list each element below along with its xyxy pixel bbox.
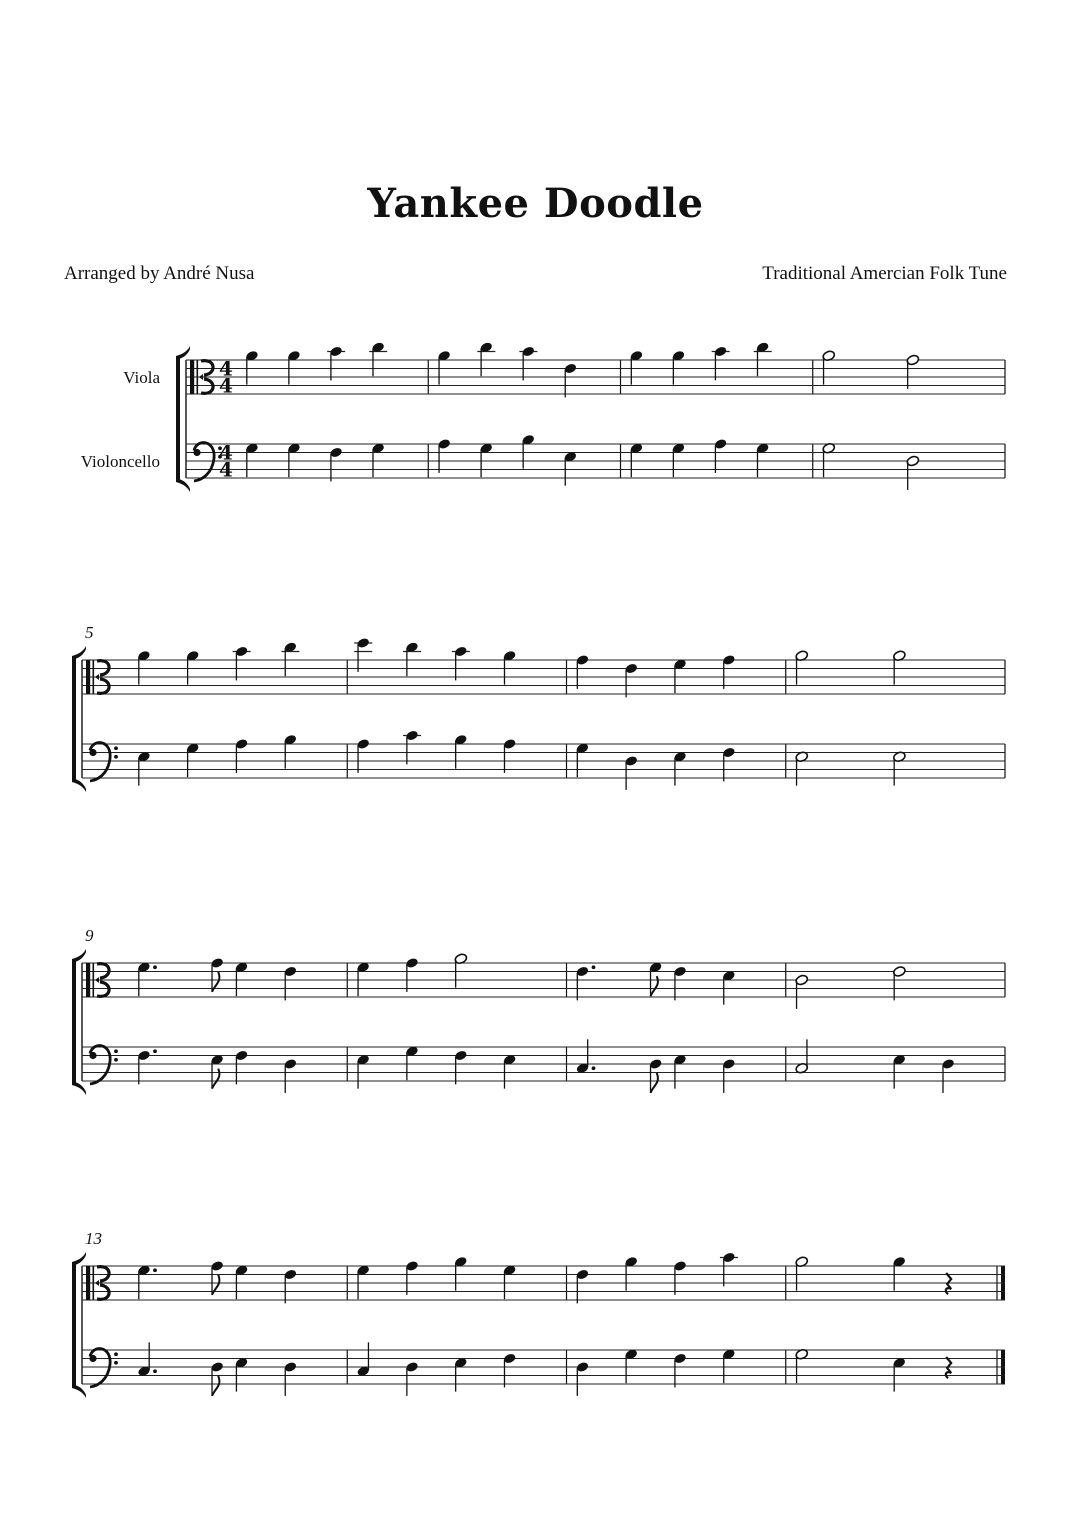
bracket-top-hook: [72, 949, 86, 963]
bracket-bottom-hook: [72, 1081, 86, 1095]
note: [722, 1348, 736, 1383]
note: [454, 953, 468, 988]
note: [356, 961, 370, 996]
bass-clef-curve: [90, 1046, 110, 1084]
alto-clef-bar: [86, 660, 90, 694]
alto-clef-thin-bar: [93, 1266, 95, 1300]
note: [941, 1058, 955, 1093]
note: [479, 442, 493, 477]
note: [454, 734, 468, 769]
note: [576, 654, 590, 689]
alto-clef-bar: [86, 1266, 90, 1300]
time-signature-denominator: 4: [219, 457, 233, 482]
system: [72, 623, 1005, 792]
bracket-bottom-hook: [72, 778, 86, 792]
note: [795, 1039, 809, 1074]
note: [892, 751, 906, 786]
note: [892, 966, 906, 1001]
bass-clef-curve: [194, 443, 214, 481]
note: [576, 742, 590, 777]
note: [245, 442, 259, 477]
note: [576, 1361, 590, 1396]
note: [673, 1054, 687, 1089]
bass-clef: [89, 743, 118, 781]
bracket-bottom-hook: [176, 478, 190, 492]
violoncello-staff: [82, 744, 1005, 778]
note: [210, 1054, 224, 1089]
viola-staff: [82, 1266, 1005, 1300]
note: [454, 1357, 468, 1392]
bass-clef-dot: [114, 1049, 118, 1053]
note: [210, 957, 224, 992]
composer-credit: Traditional Amercian Folk Tune: [762, 263, 1007, 284]
note: [822, 442, 836, 477]
note: [356, 738, 370, 773]
note: [284, 1058, 298, 1093]
bass-clef-curve: [90, 743, 110, 781]
alto-clef-point: [95, 977, 99, 983]
bracket-bar: [72, 656, 76, 782]
augmentation-dot: [153, 1369, 157, 1373]
note: [235, 1264, 249, 1299]
bracket-bar: [72, 959, 76, 1085]
alto-clef-bar: [190, 360, 194, 394]
note: [405, 1260, 419, 1295]
note: [452, 646, 470, 681]
note: [287, 442, 301, 477]
note: [437, 438, 451, 473]
note: [714, 438, 728, 473]
bracket-top-hook: [72, 646, 86, 660]
note: [281, 641, 299, 676]
time-signature-denominator: 4: [219, 373, 233, 398]
measure-number: 5: [85, 623, 94, 642]
note: [137, 751, 151, 786]
alto-clef-thin-bar: [93, 660, 95, 694]
alto-clef-lower-curve: [97, 679, 109, 693]
note: [437, 350, 451, 385]
note: [795, 650, 809, 685]
note: [137, 1342, 157, 1377]
note: [624, 755, 638, 790]
note: [564, 451, 578, 486]
note: [235, 738, 249, 773]
violoncello-staff: [82, 1047, 1005, 1081]
note: [630, 442, 644, 477]
note: [722, 654, 736, 689]
note: [454, 1050, 468, 1085]
note: [405, 1045, 419, 1080]
note: [673, 966, 687, 1001]
flag: [651, 976, 658, 996]
note: [795, 751, 809, 786]
note: [403, 730, 421, 765]
instrument-label-viola: Viola: [123, 368, 160, 387]
note: [720, 1252, 738, 1287]
alto-clef-lower-curve: [97, 982, 109, 996]
augmentation-dot: [153, 965, 157, 969]
flag: [651, 1073, 658, 1093]
note: [137, 961, 157, 996]
note: [210, 1361, 224, 1396]
note: [519, 346, 537, 381]
note: [210, 1260, 224, 1295]
augmentation-dot: [153, 1268, 157, 1272]
note: [356, 1342, 370, 1377]
note: [137, 650, 151, 685]
bracket-top-hook: [176, 346, 190, 360]
note: [403, 641, 421, 676]
piece-title: Yankee Doodle: [367, 180, 704, 227]
note: [892, 1054, 906, 1089]
note: [795, 974, 809, 1009]
measure-number: 13: [85, 1229, 102, 1248]
violoncello-staff: [186, 444, 1005, 478]
note: [503, 1264, 517, 1299]
note: [369, 341, 387, 376]
note: [906, 455, 920, 490]
alto-clef-point: [199, 374, 203, 380]
bass-clef-curve: [90, 1349, 110, 1387]
bass-clef-dot: [114, 746, 118, 750]
note: [284, 1269, 298, 1304]
bass-clef-dot: [114, 755, 118, 759]
note: [521, 434, 535, 469]
note: [673, 1353, 687, 1388]
note: [795, 1348, 809, 1383]
time-signature-numerator: 4: [219, 356, 233, 381]
note: [892, 1256, 906, 1291]
note: [477, 341, 495, 376]
alto-clef-lower-curve: [201, 379, 213, 393]
note: [284, 1361, 298, 1396]
arranger-credit: Arranged by André Nusa: [64, 263, 255, 284]
note: [503, 1353, 517, 1388]
note: [137, 1049, 157, 1084]
note: [329, 447, 343, 482]
note: [245, 350, 259, 385]
note: [356, 1054, 370, 1089]
note: [503, 1054, 517, 1089]
measure-number: 9: [85, 926, 94, 945]
note: [454, 1256, 468, 1291]
viola-staff: [82, 660, 1005, 694]
augmentation-dot: [592, 965, 596, 969]
note: [624, 1348, 638, 1383]
flag: [212, 1069, 219, 1089]
flag: [212, 1376, 219, 1396]
bracket-bottom-hook: [72, 1384, 86, 1398]
note: [756, 442, 770, 477]
note: [235, 961, 249, 996]
bass-clef-dot: [114, 1361, 118, 1365]
note: [712, 346, 730, 381]
bass-clef-dot: [114, 1352, 118, 1356]
note: [722, 747, 736, 782]
instrument-label-violoncello: Violoncello: [80, 452, 160, 471]
note: [503, 738, 517, 773]
alto-clef-thin-bar: [197, 360, 199, 394]
note: [649, 961, 663, 996]
note: [672, 350, 686, 385]
note: [327, 346, 345, 381]
note: [284, 734, 298, 769]
note: [287, 350, 301, 385]
bass-clef-dot: [114, 1058, 118, 1062]
alto-clef-point: [95, 1280, 99, 1286]
note: [624, 663, 638, 698]
alto-clef-thin-bar: [93, 963, 95, 997]
bracket-bar: [72, 1262, 76, 1388]
note: [186, 650, 200, 685]
alto-clef-upper-curve: [97, 1267, 109, 1281]
bracket-top-hook: [72, 1252, 86, 1266]
alto-clef-upper-curve: [97, 661, 109, 675]
note: [354, 637, 372, 672]
note: [576, 1039, 596, 1074]
note: [503, 650, 517, 685]
note: [356, 1264, 370, 1299]
viola-staff: [82, 963, 1005, 997]
note: [576, 965, 596, 1000]
alto-clef-bar: [86, 963, 90, 997]
bass-clef: [89, 1046, 118, 1084]
note: [235, 1357, 249, 1392]
note: [405, 1361, 419, 1396]
note: [822, 350, 836, 385]
note: [722, 970, 736, 1005]
note: [892, 650, 906, 685]
note: [673, 751, 687, 786]
note: [906, 354, 920, 389]
augmentation-dot: [153, 1049, 157, 1053]
note: [672, 442, 686, 477]
note: [405, 957, 419, 992]
note: [673, 1260, 687, 1295]
alto-clef-point: [95, 674, 99, 680]
note: [371, 442, 385, 477]
note: [186, 742, 200, 777]
note: [137, 1264, 157, 1299]
note: [624, 1256, 638, 1291]
note: [284, 966, 298, 1001]
time-signature-numerator: 4: [219, 440, 233, 465]
bracket-bar: [176, 356, 180, 482]
augmentation-dot: [592, 1066, 596, 1070]
alto-clef-lower-curve: [97, 1285, 109, 1299]
note: [649, 1058, 663, 1093]
note: [235, 1050, 249, 1085]
note: [795, 1256, 809, 1291]
note: [564, 363, 578, 398]
note: [754, 341, 772, 376]
bass-clef: [193, 443, 222, 481]
note: [722, 1058, 736, 1093]
viola-staff: [186, 360, 1005, 394]
alto-clef-upper-curve: [201, 361, 213, 375]
note: [673, 658, 687, 693]
note: [233, 646, 251, 681]
bass-clef: [89, 1349, 118, 1387]
note: [630, 350, 644, 385]
note: [892, 1357, 906, 1392]
alto-clef-upper-curve: [97, 964, 109, 978]
note: [576, 1269, 590, 1304]
